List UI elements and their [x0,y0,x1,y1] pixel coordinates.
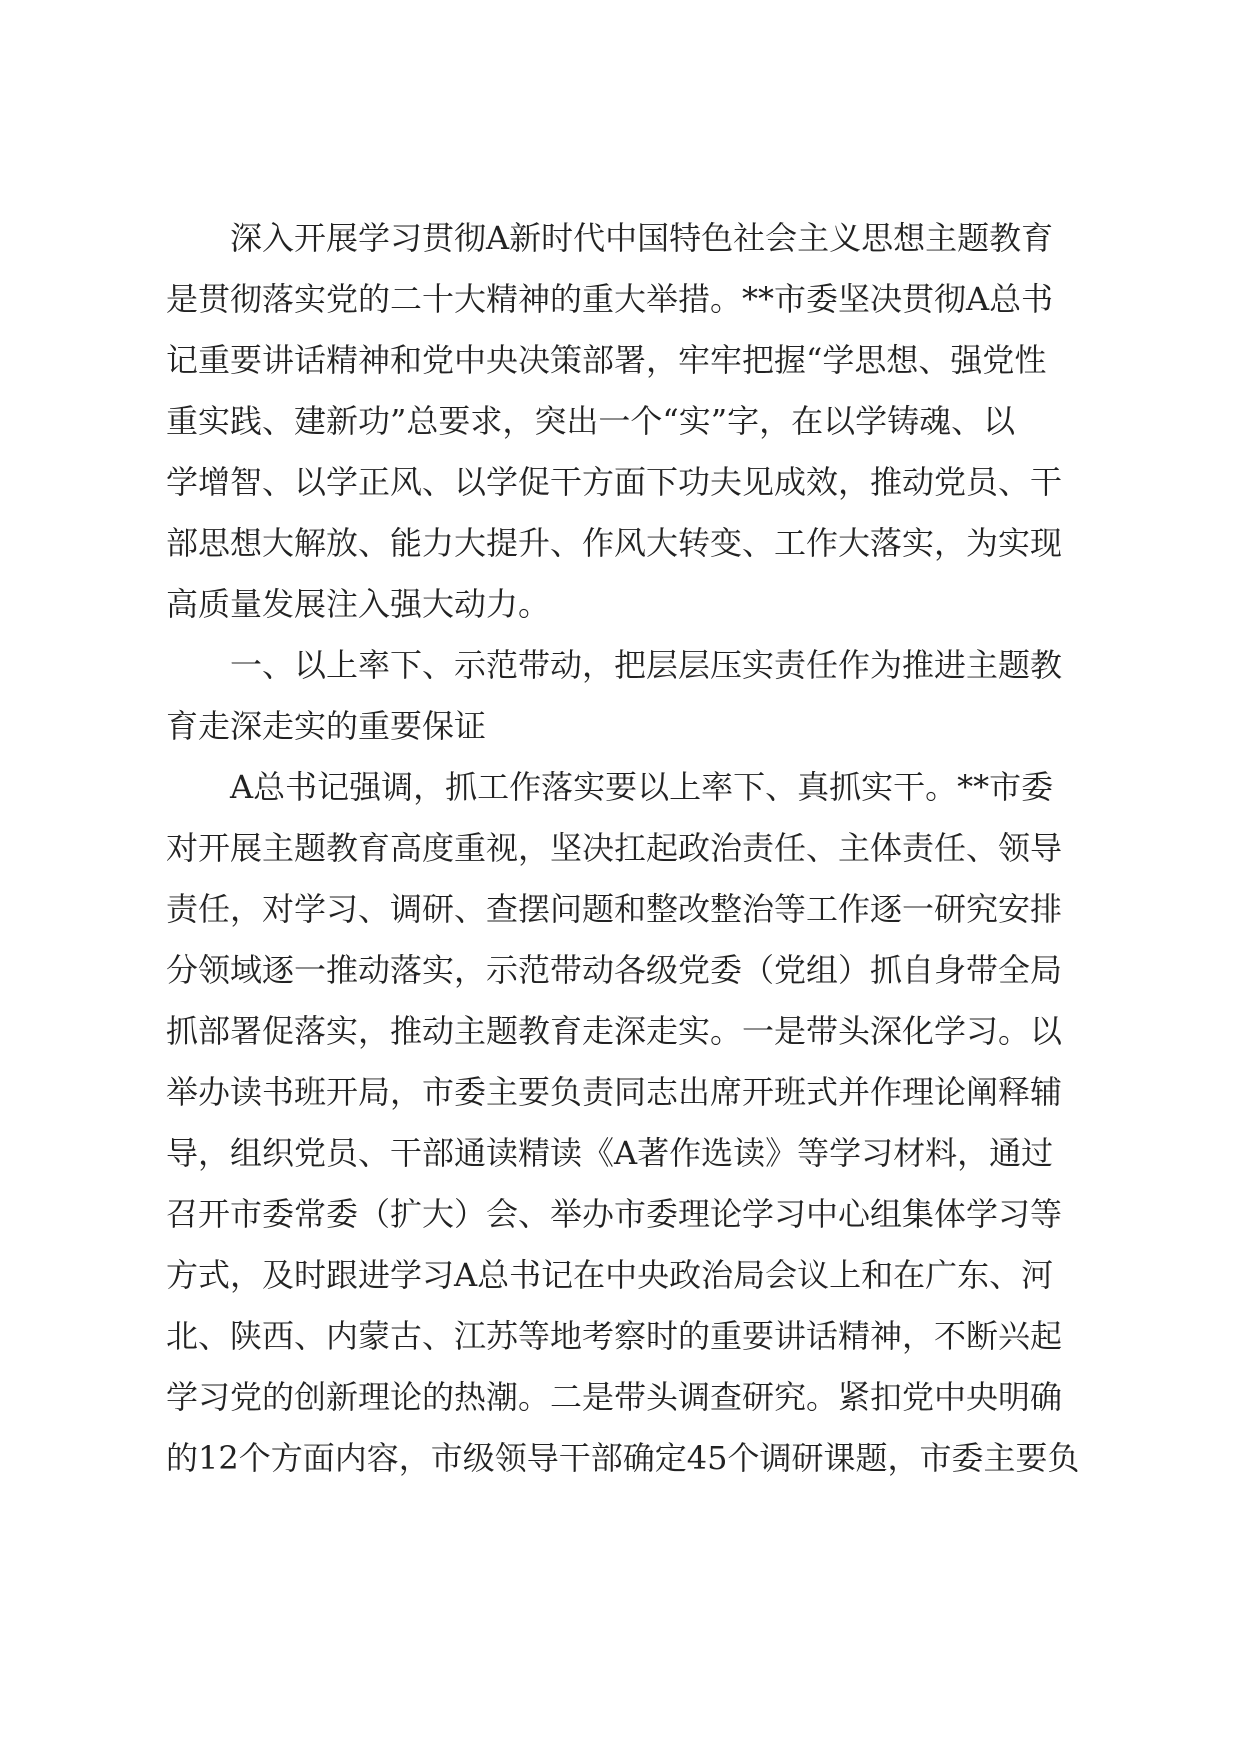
document-body [166,208,1098,1489]
intro-paragraph: 深入开展学习贯彻A新时代中国特色社会主义思想主题教育 是贯彻落实党的二十大精神的重大举措。**市委坚决贯彻A总书 记重要讲话精神和党中央决策部署，牢牢把握“学思想、强党性 重实践、建新功”总要求，突出一个“实”字，在以学铸魂、以 学增智、以学正风、以学促干方面下功夫见成效，推动党员、干 部思想大解放、能力大提升、作风大转变、工作大落实，为实现 高质量发展注入强大动力。 [166,219,1063,623]
section-1-paragraph: A总书记强调，抓工作落实要以上率下、真抓实干。**市委 对开展主题教育高度重视，坚决扛起政治责任、主体责任、领导 责任，对学习、调研、查摆问题和整改整治等工作逐一研究安排 分领域逐一推动落实，示范带动各级党委（党组）抓自身带全局 抓部署促落实，推动主题教育走深走实。一是带头深化学习。以 举办读书班开局，市委主要负责同志出席开班式并作理论阐释辅 导，组织党员、干部通读精读《A著作选读》等学习材料，通过 召开市委常委（扩大）会、举办市委理论学习中心组集体学习等 方式，及时跟进学习A总书记在中央政治局会议上和在广东、河 北、陕西、内蒙古、江苏等地考察时的重要讲话精神，不断兴起 学习党的创新理论的热潮。二是带头调查研究。紧扣党中央明确 的12个方面内容，市级领导干部确定45个调研课题，市委主要负 [166,768,1080,1477]
section-heading-1: 一、以上率下、示范带动，把层层压实责任作为推进主题教 育走深走实的重要保证 [166,646,1063,745]
